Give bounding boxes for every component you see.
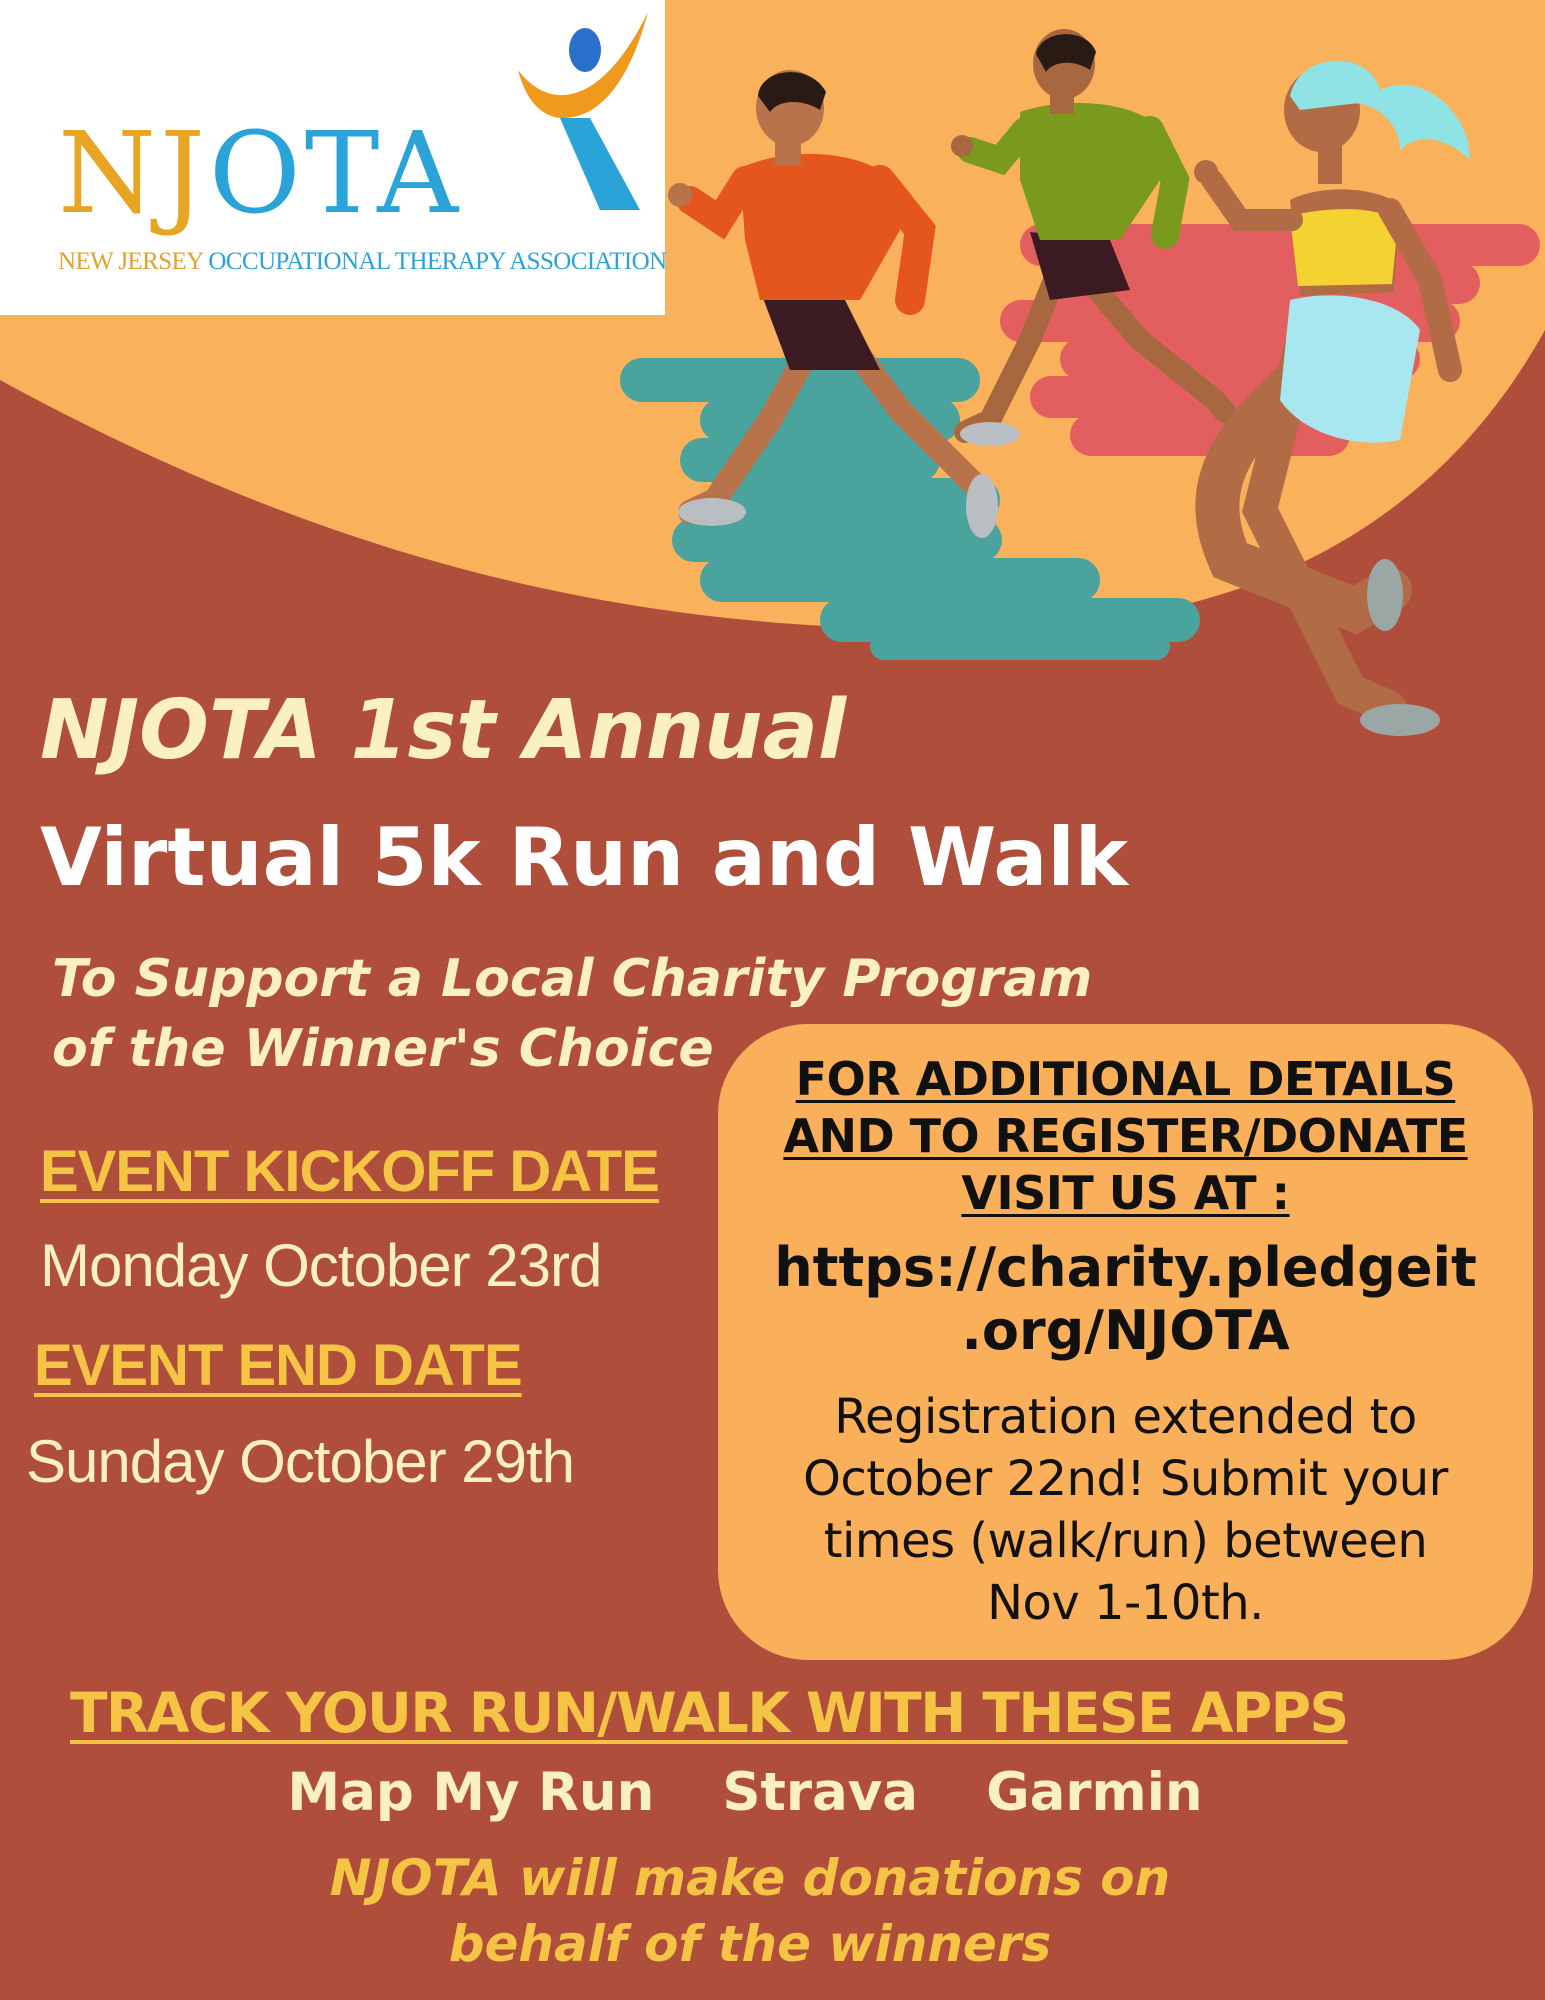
end-date-value: Sunday October 29th — [26, 1428, 575, 1495]
logo-letters-ota: OTA — [208, 109, 463, 239]
info-heading: FOR ADDITIONAL DETAILS AND TO REGISTER/DONATE VISIT US AT : — [783, 1052, 1468, 1220]
apps-list — [0, 1762, 1490, 1823]
donation-note: NJOTA will make donations on behalf of the winners — [329, 1849, 1171, 1973]
kickoff-date-value: Monday October 23rd — [40, 1232, 602, 1299]
logo-tagline-rest: OCCUPATIONAL THERAPY ASSOCIATION — [202, 248, 667, 275]
kickoff-date-label: EVENT KICKOFF DATE — [40, 1139, 659, 1204]
headline-subtitle: To Support a Local Charity Program of the Winner's Choice — [52, 949, 1093, 1079]
app-map-my-run: Map My Run — [287, 1762, 655, 1823]
logo-tagline-first: NEW JERSEY — [58, 248, 203, 275]
logo-letters-nj: NJ — [58, 109, 209, 239]
end-date-label: EVENT END DATE — [34, 1333, 522, 1398]
app-garmin: Garmin — [986, 1762, 1203, 1823]
logo-wordmark — [58, 109, 463, 239]
headline-title: Virtual 5k Run and Walk — [40, 811, 1128, 904]
registration-info-box — [718, 1024, 1533, 1660]
logo-tagline — [58, 248, 667, 276]
registration-url[interactable]: https://charity.pledgeit .org/NJOTA — [774, 1236, 1477, 1362]
apps-label: TRACK YOUR RUN/WALK WITH THESE APPS — [70, 1681, 1348, 1745]
registration-note: Registration extended to October 22nd! Submit your times (walk/run) between Nov 1-10th. — [803, 1389, 1448, 1631]
headline-annual: NJOTA 1st Annual — [40, 683, 847, 778]
app-strava: Strava — [722, 1762, 919, 1823]
njota-logo — [0, 0, 665, 315]
